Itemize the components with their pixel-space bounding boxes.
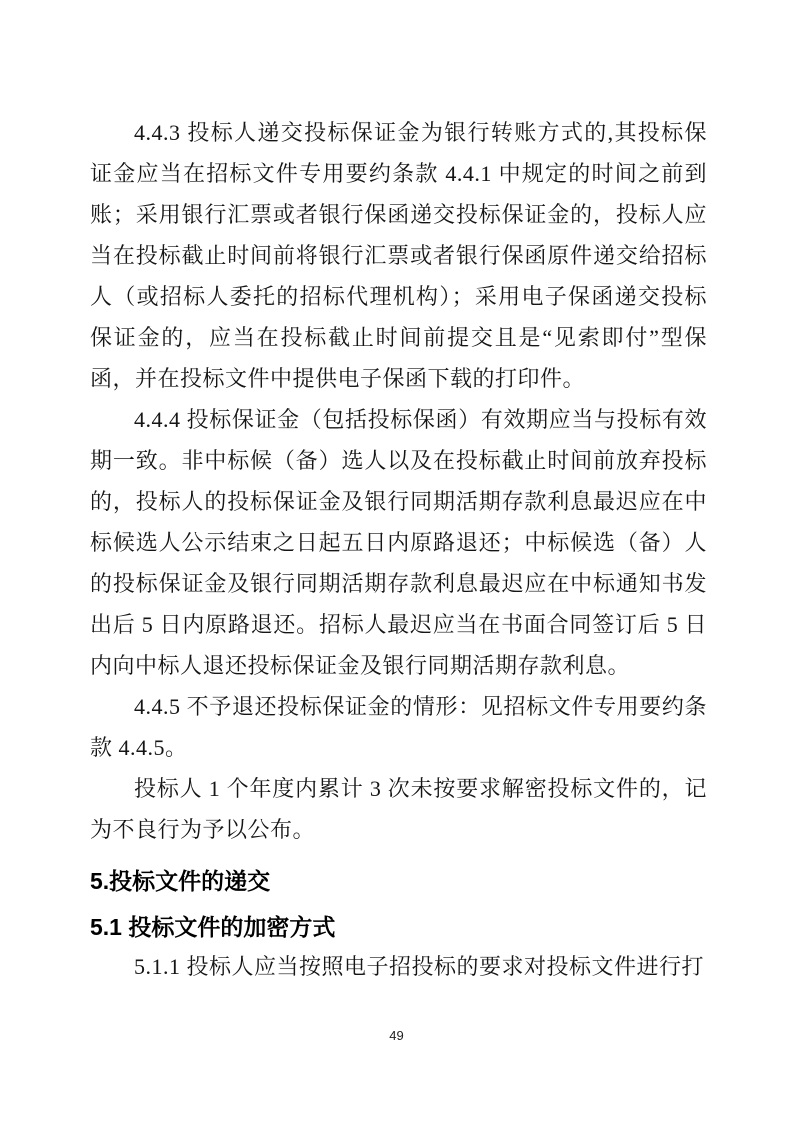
paragraph-decrypt-penalty: 投标人 1 个年度内累计 3 次未按要求解密投标文件的，记为不良行为予以公布。 — [90, 776, 707, 842]
paragraph-4-4-5: 4.4.5 不予退还投标保证金的情形：见招标文件专用要约条款 4.4.5。 — [90, 694, 707, 760]
document-content — [90, 112, 707, 987]
page-number: 49 — [389, 1028, 404, 1043]
paragraph-4-4-4: 4.4.4 投标保证金（包括投标保函）有效期应当与投标有效期一致。非中标候（备）选人以及在投标截止时间前放弃投标的，投标人的投标保证金及银行同期活期存款利息最迟应在中标候选人公示结束之日起五日内原路退还；中标候选（备）人的投标保证金及银行同期活期存款利息最迟应在中标通知书发出后 5 日内原路退还。招标人最迟应当在书面合同签订后 5 日内向中标人退还投标保证金及银行同期活期存款利息。 — [90, 407, 707, 678]
paragraph-4-4-3: 4.4.3 投标人递交投标保证金为银行转账方式的,其投标保证金应当在招标文件专用要约条款 4.4.1 中规定的时间之前到账；采用银行汇票或者银行保函递交投标保证金的，投标人应当在投标截止时间前将银行汇票或者银行保函原件递交给招标人（或招标人委托的招标代理机构）；采用电子保函递交投标保证金的，应当在投标截止时间前提交且是“见索即付”型保函，并在投标文件中提供电子保函下载的打印件。 — [90, 120, 707, 391]
section-heading-5: 5.投标文件的递交 — [90, 868, 271, 894]
paragraph-5-1-1: 5.1.1 投标人应当按照电子招投标的要求对投标文件进行打 — [134, 954, 705, 979]
section-heading-5-1: 5.1 投标文件的加密方式 — [90, 914, 336, 940]
